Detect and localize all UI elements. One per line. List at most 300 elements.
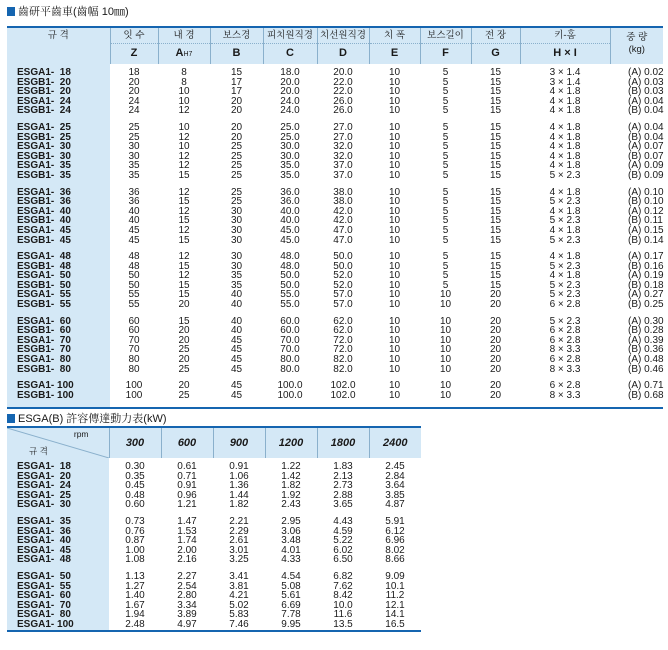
model-name: ESGA1- 48 <box>17 251 71 263</box>
value-cell <box>317 374 369 408</box>
cell-value: 4 × 1.8 <box>549 270 581 282</box>
cell-value: 38.0 <box>333 196 353 208</box>
cell-value: 20 <box>230 131 243 143</box>
value-cell <box>317 181 369 246</box>
cell-value: 20 <box>178 299 190 311</box>
cell-value: 4 × 1.8 <box>549 131 581 143</box>
cell-value: 6 × 2.8 <box>549 325 581 337</box>
model-name: ESGB1- 45 <box>17 234 71 246</box>
cell-value: (B) 0.04 <box>628 105 664 117</box>
value-cell <box>213 458 265 510</box>
cell-value: 4 × 1.8 <box>549 205 581 217</box>
cell-value: 10.1 <box>385 580 405 592</box>
value-cell <box>263 64 317 116</box>
value-cell <box>263 181 317 246</box>
cell-value: 1.08 <box>125 554 145 566</box>
value-cell <box>471 181 520 246</box>
cell-value: (A) 0.02 <box>628 67 664 78</box>
sym-a: AH7 <box>158 44 210 65</box>
model-name: ESGA1- 45 <box>17 544 71 556</box>
cell-value: 0.30 <box>125 461 145 472</box>
cell-value: 100 <box>125 389 143 401</box>
cell-value: 15 <box>178 289 190 301</box>
cell-value: 4.01 <box>281 544 301 556</box>
model-cell <box>7 565 109 631</box>
cell-value: 2.48 <box>125 618 145 630</box>
value-cell <box>110 181 158 246</box>
cell-value: 50.0 <box>333 251 353 263</box>
cell-value: 10 <box>439 315 452 327</box>
model-name: ESGA1- 24 <box>17 95 71 107</box>
cell-value: 5 × 2.3 <box>549 196 581 208</box>
cell-value: 82.0 <box>333 363 353 375</box>
value-cell <box>158 245 210 310</box>
value-cell <box>471 310 520 375</box>
cell-value: 0.73 <box>125 515 145 527</box>
cell-value: 1.82 <box>281 480 301 492</box>
cell-value: 10 <box>439 325 452 337</box>
cell-value: 10 <box>388 334 401 346</box>
cell-value: 2.80 <box>177 590 197 602</box>
model-cell <box>7 64 110 116</box>
cell-value: 57.0 <box>333 299 353 311</box>
cell-value: 3.06 <box>281 525 301 537</box>
cell-value: 45 <box>230 389 243 401</box>
cell-value: 2.45 <box>385 461 405 472</box>
value-cell <box>109 458 161 510</box>
cell-value: 4.43 <box>333 515 353 527</box>
sym-e: E <box>369 44 420 65</box>
cell-value: (A) 0.71 <box>628 380 664 392</box>
cell-value: 5 <box>442 131 449 143</box>
cell-value: 4 × 1.8 <box>549 105 581 117</box>
cell-value: 3.01 <box>229 544 249 556</box>
cell-value: 6 × 2.8 <box>549 334 581 346</box>
cell-value: 10 <box>388 131 401 143</box>
cell-value: 4 × 1.8 <box>549 186 581 198</box>
header-weight: 중 량 (kg) <box>610 27 663 64</box>
cell-value: 37.0 <box>333 169 353 181</box>
cell-value: 20 <box>489 289 502 301</box>
cell-value: 10 <box>388 380 401 392</box>
cell-value: 45.0 <box>280 224 300 236</box>
cell-value: 20 <box>489 354 502 366</box>
cell-value: 1.82 <box>229 499 249 511</box>
cell-value: 4 × 1.8 <box>549 121 581 133</box>
cell-value: 8 <box>181 76 187 88</box>
cell-value: 24.0 <box>280 105 300 117</box>
cell-value: 1.44 <box>229 489 249 501</box>
cell-value: 5 <box>442 224 449 236</box>
cell-value: 35 <box>128 160 140 172</box>
cell-value: 27.0 <box>333 121 353 133</box>
value-cell <box>369 64 420 116</box>
cell-value: 5 <box>442 121 449 133</box>
cell-value: 15 <box>178 234 190 246</box>
cell-value: 10 <box>388 105 401 117</box>
model-name: ESGA1- 50 <box>17 570 71 582</box>
model-name: ESGA1- 70 <box>17 599 71 611</box>
cell-value: 4 × 1.8 <box>549 160 581 172</box>
cell-value: 15 <box>489 234 502 246</box>
model-name: ESGA1- 40 <box>17 535 71 547</box>
cell-value: 6 × 2.8 <box>549 299 581 311</box>
model-name: ESGB1- 25 <box>17 131 71 143</box>
cell-value: 7.78 <box>281 609 301 621</box>
model-name: ESGB1- 70 <box>17 344 71 356</box>
cell-value: 80.0 <box>280 354 300 366</box>
model-name: ESGA1- 60 <box>17 590 71 602</box>
value-cell <box>317 245 369 310</box>
cell-value: 10 <box>388 299 401 311</box>
table-row-group <box>7 310 663 375</box>
value-cell <box>109 565 161 631</box>
cell-value: 15 <box>489 76 502 88</box>
value-cell <box>210 374 263 408</box>
value-cell <box>369 310 420 375</box>
cell-value: (B) 0.68 <box>628 389 664 401</box>
cell-value: 6.12 <box>385 525 405 537</box>
value-cell <box>161 458 213 510</box>
value-cell <box>161 565 213 631</box>
value-cell <box>210 310 263 375</box>
cell-value: 4.87 <box>385 499 405 511</box>
value-cell <box>317 116 369 181</box>
cell-value: 10 <box>388 251 401 263</box>
cell-value: 2.95 <box>281 515 301 527</box>
cell-value: 2.29 <box>229 525 249 537</box>
value-cell <box>263 116 317 181</box>
cell-value: 80 <box>128 363 140 375</box>
value-cell <box>610 181 663 246</box>
model-name: ESGA1- 100 <box>17 618 74 630</box>
cell-value: (B) 0.09 <box>628 169 664 181</box>
cell-value: 1.53 <box>177 525 197 537</box>
cell-value: 10 <box>178 121 190 133</box>
cell-value: 8 × 3.3 <box>549 389 581 401</box>
cell-value: 10 <box>388 95 401 107</box>
section-title-gear-spec <box>7 5 129 19</box>
cell-value: 15 <box>178 215 190 227</box>
value-cell <box>317 64 369 116</box>
cell-value: 20 <box>178 354 190 366</box>
cell-value: 52.0 <box>333 270 353 282</box>
value-cell <box>317 565 369 631</box>
cell-value: 5 <box>442 260 449 272</box>
cell-value: 4 × 1.8 <box>549 251 581 263</box>
cell-value: 5 <box>442 186 449 198</box>
cell-value: 0.45 <box>125 480 145 492</box>
power-header-corner <box>7 427 109 458</box>
cell-value: 40 <box>230 315 243 327</box>
cell-value: (A) 0.39 <box>628 334 664 346</box>
cell-value: 1.40 <box>125 590 145 602</box>
cell-value: 8 × 3.3 <box>549 363 581 375</box>
cell-value: 55.0 <box>280 299 300 311</box>
cell-value: 15 <box>489 215 502 227</box>
model-name: ESGA1- 20 <box>17 470 71 482</box>
cell-value: 25 <box>230 150 243 162</box>
cell-value: 25 <box>128 131 140 143</box>
value-cell <box>420 374 471 408</box>
cell-value: 14.1 <box>385 609 405 621</box>
cell-value: 1.27 <box>125 580 145 592</box>
value-cell <box>610 374 663 408</box>
model-name: ESGA1- 40 <box>17 205 71 217</box>
power-header-row <box>7 427 421 458</box>
cell-value: 2.00 <box>177 544 197 556</box>
cell-value: 15 <box>489 224 502 236</box>
cell-value: 45 <box>230 334 243 346</box>
cell-value: 10 <box>388 289 401 301</box>
model-cell <box>7 510 109 565</box>
table-row-group <box>7 510 421 565</box>
cell-value: 10 <box>439 299 452 311</box>
cell-value: 32.0 <box>333 141 353 153</box>
cell-value: 5 <box>442 205 449 217</box>
cell-value: 10 <box>388 389 401 401</box>
cell-value: 52.0 <box>333 279 353 291</box>
cell-value: 2.43 <box>281 499 301 511</box>
cell-value: 5 <box>442 196 449 208</box>
cell-value: 55 <box>128 289 140 301</box>
cell-value: 1.00 <box>125 544 145 556</box>
cell-value: (A) 0.27 <box>628 289 664 301</box>
cell-value: 5 <box>442 105 449 117</box>
cell-value: 25 <box>178 363 190 375</box>
cell-value: 15 <box>489 260 502 272</box>
cell-value: 5 <box>442 270 449 282</box>
cell-value: 40 <box>128 215 140 227</box>
cell-value: 10 <box>388 234 401 246</box>
value-cell <box>471 374 520 408</box>
cell-value: 15 <box>489 95 502 107</box>
header-pitch-dia: 피치원직경 <box>263 27 317 44</box>
cell-value: 10 <box>388 363 401 375</box>
cell-value: 47.0 <box>333 234 353 246</box>
cell-value: 3.89 <box>177 609 197 621</box>
cell-value: 2.73 <box>333 480 353 492</box>
cell-value: 4 × 1.8 <box>549 86 581 98</box>
cell-value: 25.0 <box>280 131 300 143</box>
cell-value: 4.97 <box>177 618 197 630</box>
cell-value: 5 × 2.3 <box>549 169 581 181</box>
model-name: ESGA1- 36 <box>17 525 71 537</box>
cell-value: 62.0 <box>333 315 353 327</box>
cell-value: (B) 0.36 <box>628 344 664 356</box>
cell-value: 18 <box>128 67 140 78</box>
cell-value: (B) 0.03 <box>628 86 664 98</box>
cell-value: 30 <box>230 205 243 217</box>
rpm-2400: 2400 <box>369 427 421 458</box>
cell-value: 45 <box>230 363 243 375</box>
cell-value: 40 <box>128 205 140 217</box>
cell-value: 1.13 <box>125 570 145 582</box>
model-name: ESGB1- 55 <box>17 299 71 311</box>
cell-value: 82.0 <box>333 354 353 366</box>
cell-value: 5.83 <box>229 609 249 621</box>
cell-value: 20.0 <box>333 67 353 78</box>
cell-value: 36 <box>128 186 140 198</box>
cell-value: 80.0 <box>280 363 300 375</box>
cell-value: 2.61 <box>229 535 249 547</box>
cell-value: 20 <box>489 299 502 311</box>
cell-value: 8 <box>181 67 187 78</box>
cell-value: (A) 0.09 <box>628 160 664 172</box>
cell-value: 5.61 <box>281 590 301 602</box>
cell-value: 1.83 <box>333 461 353 472</box>
cell-value: 6 × 2.8 <box>549 354 581 366</box>
cell-value: 4 × 1.8 <box>549 150 581 162</box>
cell-value: 26.0 <box>333 95 353 107</box>
model-name: ESGA1- 36 <box>17 186 71 198</box>
cell-value: 45 <box>230 344 243 356</box>
cell-value: 10 <box>388 141 401 153</box>
cell-value: 10 <box>388 315 401 327</box>
cell-value: 20 <box>230 121 243 133</box>
cell-value: 10 <box>388 150 401 162</box>
cell-value: 10 <box>388 224 401 236</box>
cell-value: 35 <box>230 279 243 291</box>
sym-g: G <box>471 44 520 65</box>
cell-value: 5 <box>442 76 449 88</box>
cell-value: 25 <box>230 186 243 198</box>
cell-value: 45 <box>230 354 243 366</box>
value-cell <box>369 374 420 408</box>
cell-value: 5 <box>442 215 449 227</box>
cell-value: 15 <box>489 121 502 133</box>
value-cell <box>610 310 663 375</box>
cell-value: 6.50 <box>333 554 353 566</box>
cell-value: 10 <box>439 334 452 346</box>
cell-value: 50 <box>128 270 140 282</box>
model-name: ESGB1- 80 <box>17 363 71 375</box>
cell-value: 30 <box>230 234 243 246</box>
cell-value: 25 <box>230 160 243 172</box>
value-cell <box>263 245 317 310</box>
cell-value: 35 <box>230 270 243 282</box>
cell-value: 15 <box>489 67 502 78</box>
cell-value: 10 <box>388 215 401 227</box>
cell-value: 20.0 <box>280 76 300 88</box>
cell-value: 48.0 <box>280 260 300 272</box>
cell-value: 45 <box>128 234 140 246</box>
cell-value: 40.0 <box>280 205 300 217</box>
cell-value: (A) 0.04 <box>628 95 664 107</box>
value-cell <box>158 116 210 181</box>
cell-value: 45 <box>230 380 243 392</box>
cell-value: 3 × 1.4 <box>549 67 581 78</box>
rpm-label: rpm <box>73 429 89 439</box>
header-boss-length: 보스길이 <box>420 27 471 44</box>
cell-value: 5 × 2.3 <box>549 289 581 301</box>
model-name: ESGB1- 40 <box>17 215 71 227</box>
cell-value: 5 <box>442 86 449 98</box>
value-cell <box>110 245 158 310</box>
cell-value: 10 <box>439 344 452 356</box>
cell-value: (A) 0.07 <box>628 141 664 153</box>
cell-value: 15 <box>178 196 190 208</box>
cell-value: 48 <box>128 251 140 263</box>
cell-value: 50.0 <box>280 279 300 291</box>
model-name: ESGA1- 25 <box>17 121 71 133</box>
cell-value: 36.0 <box>280 186 300 198</box>
cell-value: 30.0 <box>280 150 300 162</box>
cell-value: 3.65 <box>333 499 353 511</box>
cell-value: 15 <box>230 67 243 78</box>
cell-value: 10 <box>388 67 401 78</box>
cell-value: 5 <box>442 150 449 162</box>
table-row-group <box>7 245 663 310</box>
cell-value: 15 <box>489 150 502 162</box>
cell-value: 2.21 <box>229 515 249 527</box>
section-title-power <box>7 412 167 426</box>
cell-value: 5.08 <box>281 580 301 592</box>
cell-value: 12 <box>178 205 190 217</box>
cell-value: 1.36 <box>229 480 249 492</box>
value-cell <box>110 64 158 116</box>
cell-value: (A) 0.10 <box>628 186 664 198</box>
model-name: ESGA1- 45 <box>17 224 71 236</box>
value-cell <box>471 64 520 116</box>
cell-value: 20 <box>230 105 243 117</box>
value-cell <box>213 565 265 631</box>
cell-value: 5.02 <box>229 599 249 611</box>
cell-value: 40 <box>230 325 243 337</box>
cell-value: 70 <box>128 334 140 346</box>
cell-value: 5 <box>442 95 449 107</box>
cell-value: 11.2 <box>385 590 405 602</box>
value-cell <box>369 245 420 310</box>
cell-value: 72.0 <box>333 334 353 346</box>
cell-value: 70 <box>128 344 140 356</box>
cell-value: 36.0 <box>280 196 300 208</box>
header-teeth: 잇 수 <box>110 27 158 44</box>
model-name: ESGB1- 36 <box>17 196 71 208</box>
cell-value: 5 <box>442 67 449 78</box>
cell-value: 1.74 <box>177 535 197 547</box>
value-cell <box>420 116 471 181</box>
cell-value: 8 × 3.3 <box>549 344 581 356</box>
cell-value: 30 <box>128 141 140 153</box>
cell-value: 50 <box>128 279 140 291</box>
cell-value: 2.13 <box>333 470 353 482</box>
cell-value: 10 <box>439 354 452 366</box>
cell-value: 10 <box>178 141 190 153</box>
cell-value: 70.0 <box>280 334 300 346</box>
cell-value: (A) 0.30 <box>628 315 664 327</box>
cell-value: 6 × 2.8 <box>549 380 581 392</box>
cell-value: 6.96 <box>385 535 405 547</box>
header-tip-dia: 치선원직경 <box>317 27 369 44</box>
cell-value: 15 <box>178 260 190 272</box>
cell-value: (B) 0.16 <box>628 260 664 272</box>
cell-value: (A) 0.48 <box>628 354 664 366</box>
cell-value: 10 <box>388 279 401 291</box>
cell-value: 20 <box>178 380 190 392</box>
cell-value: (B) 0.07 <box>628 150 664 162</box>
cell-value: 10 <box>388 205 401 217</box>
value-cell <box>520 374 610 408</box>
cell-value: 3.85 <box>385 489 405 501</box>
cell-value: 10 <box>388 186 401 198</box>
cell-value: 102.0 <box>330 380 356 392</box>
cell-value: (A) 0.15 <box>628 224 664 236</box>
cell-value: 15 <box>178 169 190 181</box>
cell-value: 15 <box>489 160 502 172</box>
cell-value: 30.0 <box>280 141 300 153</box>
cell-value: 30 <box>230 215 243 227</box>
